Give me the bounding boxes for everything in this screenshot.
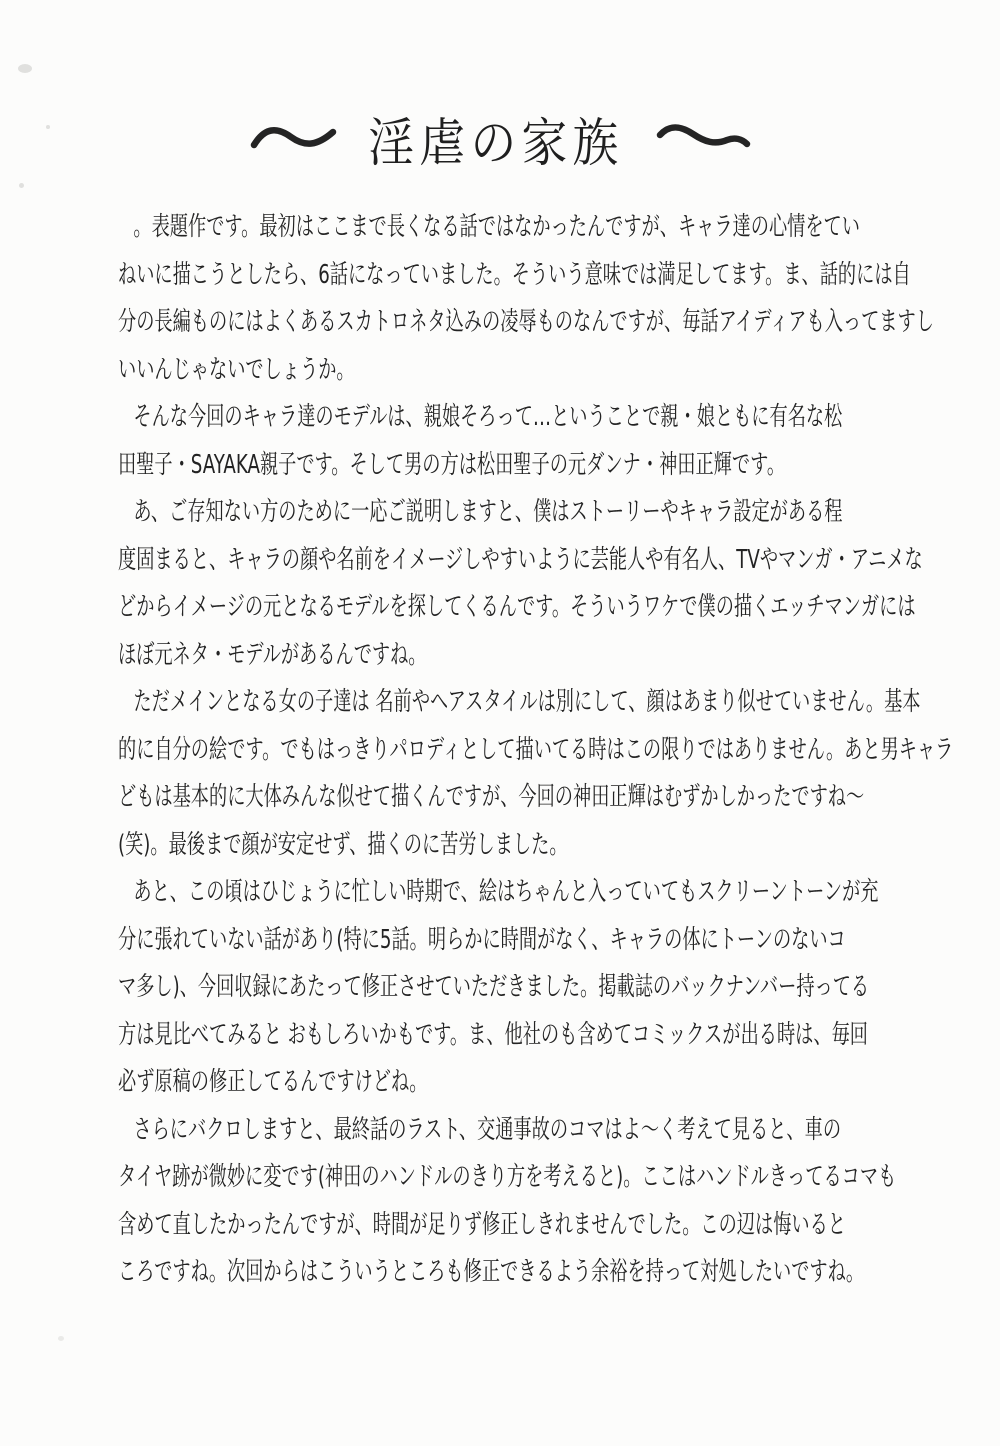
- wave-dash-left-icon: [249, 118, 337, 158]
- title-text: 淫虐の家族: [368, 113, 624, 174]
- text-line: 田聖子・SAYAKA親子です。そして男の方は松田聖子の元ダンナ・神田正輝です。: [118, 449, 786, 480]
- text-line: さらにバクロしますと、最終話のラスト、交通事故のコマはよ〜く考えて見ると、車の: [133, 1114, 842, 1145]
- text-line: どからイメージの元となるモデルを探してくるんです。そういうワケで僕の描くエッチマンガには: [118, 592, 916, 622]
- text-line: ただメインとなる女の子達は 名前やヘアスタイルは別にして、顔はあまり似せていません。基本: [133, 687, 921, 717]
- scan-speck: [19, 183, 24, 188]
- scan-speck: [58, 1336, 64, 1341]
- text-line: ころですね。次回からはこういうところも修正できるよう余裕を持って対処したいですね。: [118, 1257, 865, 1287]
- text-line: 方は見比べてみると おもしろいかもです。ま、他社のも含めてコミックスが出る時は、毎回: [118, 1019, 868, 1050]
- text-line: (笑)。最後まで顔が安定せず、描くのに苦労しました。: [118, 829, 568, 860]
- text-line: 必ず原稿の修正してるんですけどね。: [118, 1067, 428, 1097]
- text-line: 分の長編ものにはよくあるスカトロネタ込みの凌辱ものなんですが、毎話アイディアも入ってますし: [118, 307, 934, 337]
- text-line: あ、ご存知ない方のために一応ご説明しますと、僕はストーリーやキャラ設定がある程: [133, 497, 843, 527]
- page-title: [0, 92, 1000, 184]
- text-line: いいんじゃないでしょうか。: [118, 354, 355, 385]
- scan-speck: [18, 64, 32, 73]
- text-line: 度固まると、キャラの顔や名前をイメージしやすいように芸能人や有名人、TVやマンガ・アニメな: [118, 544, 923, 575]
- text-line: タイヤ跡が微妙に変です(神田のハンドルのきり方を考えると)。ここはハンドルきってるコマも: [118, 1162, 897, 1192]
- text-line: そんな今回のキャラ達のモデルは、親娘そろって…ということで親・娘ともに有名な松: [133, 402, 843, 432]
- text-line: マ多し)、今回収録にあたって修正させていただきました。掲載誌のバックナンバー持ってる: [118, 972, 870, 1002]
- wave-dash-right-icon: [655, 118, 751, 158]
- scan-speck: [46, 125, 50, 129]
- text-line: ねいに描こうとしたら、6話になっていました。そういう意味では満足してます。ま、話的には自: [118, 259, 911, 290]
- text-line: どもは基本的に大体みんな似せて描くんですが、今回の神田正輝はむずかしかったですね〜: [118, 782, 865, 812]
- text-line: 分に張れていない話があり(特に5話。明らかに時間がなく、キャラの体にトーンのないコ: [118, 924, 846, 955]
- text-line: 的に自分の絵です。でもはっきりパロディとして描いてる時はこの限りではありません。あと男キャラ: [118, 734, 954, 765]
- text-line: 含めて直したかったんですが、時間が足りず修正しきれませんでした。この辺は悔いると: [118, 1209, 847, 1240]
- afterword-body: [118, 204, 954, 1297]
- text-line: ほぼ元ネタ・モデルがあるんですね。: [118, 639, 427, 670]
- text-line: あと、この頃はひじょうに忙しい時期で、絵はちゃんと入っていてもスクリーントーンが充: [133, 877, 879, 907]
- text-line: 。表題作です。最初はここまで長くなる話ではなかったんですが、キャラ達の心情をてい: [133, 212, 860, 242]
